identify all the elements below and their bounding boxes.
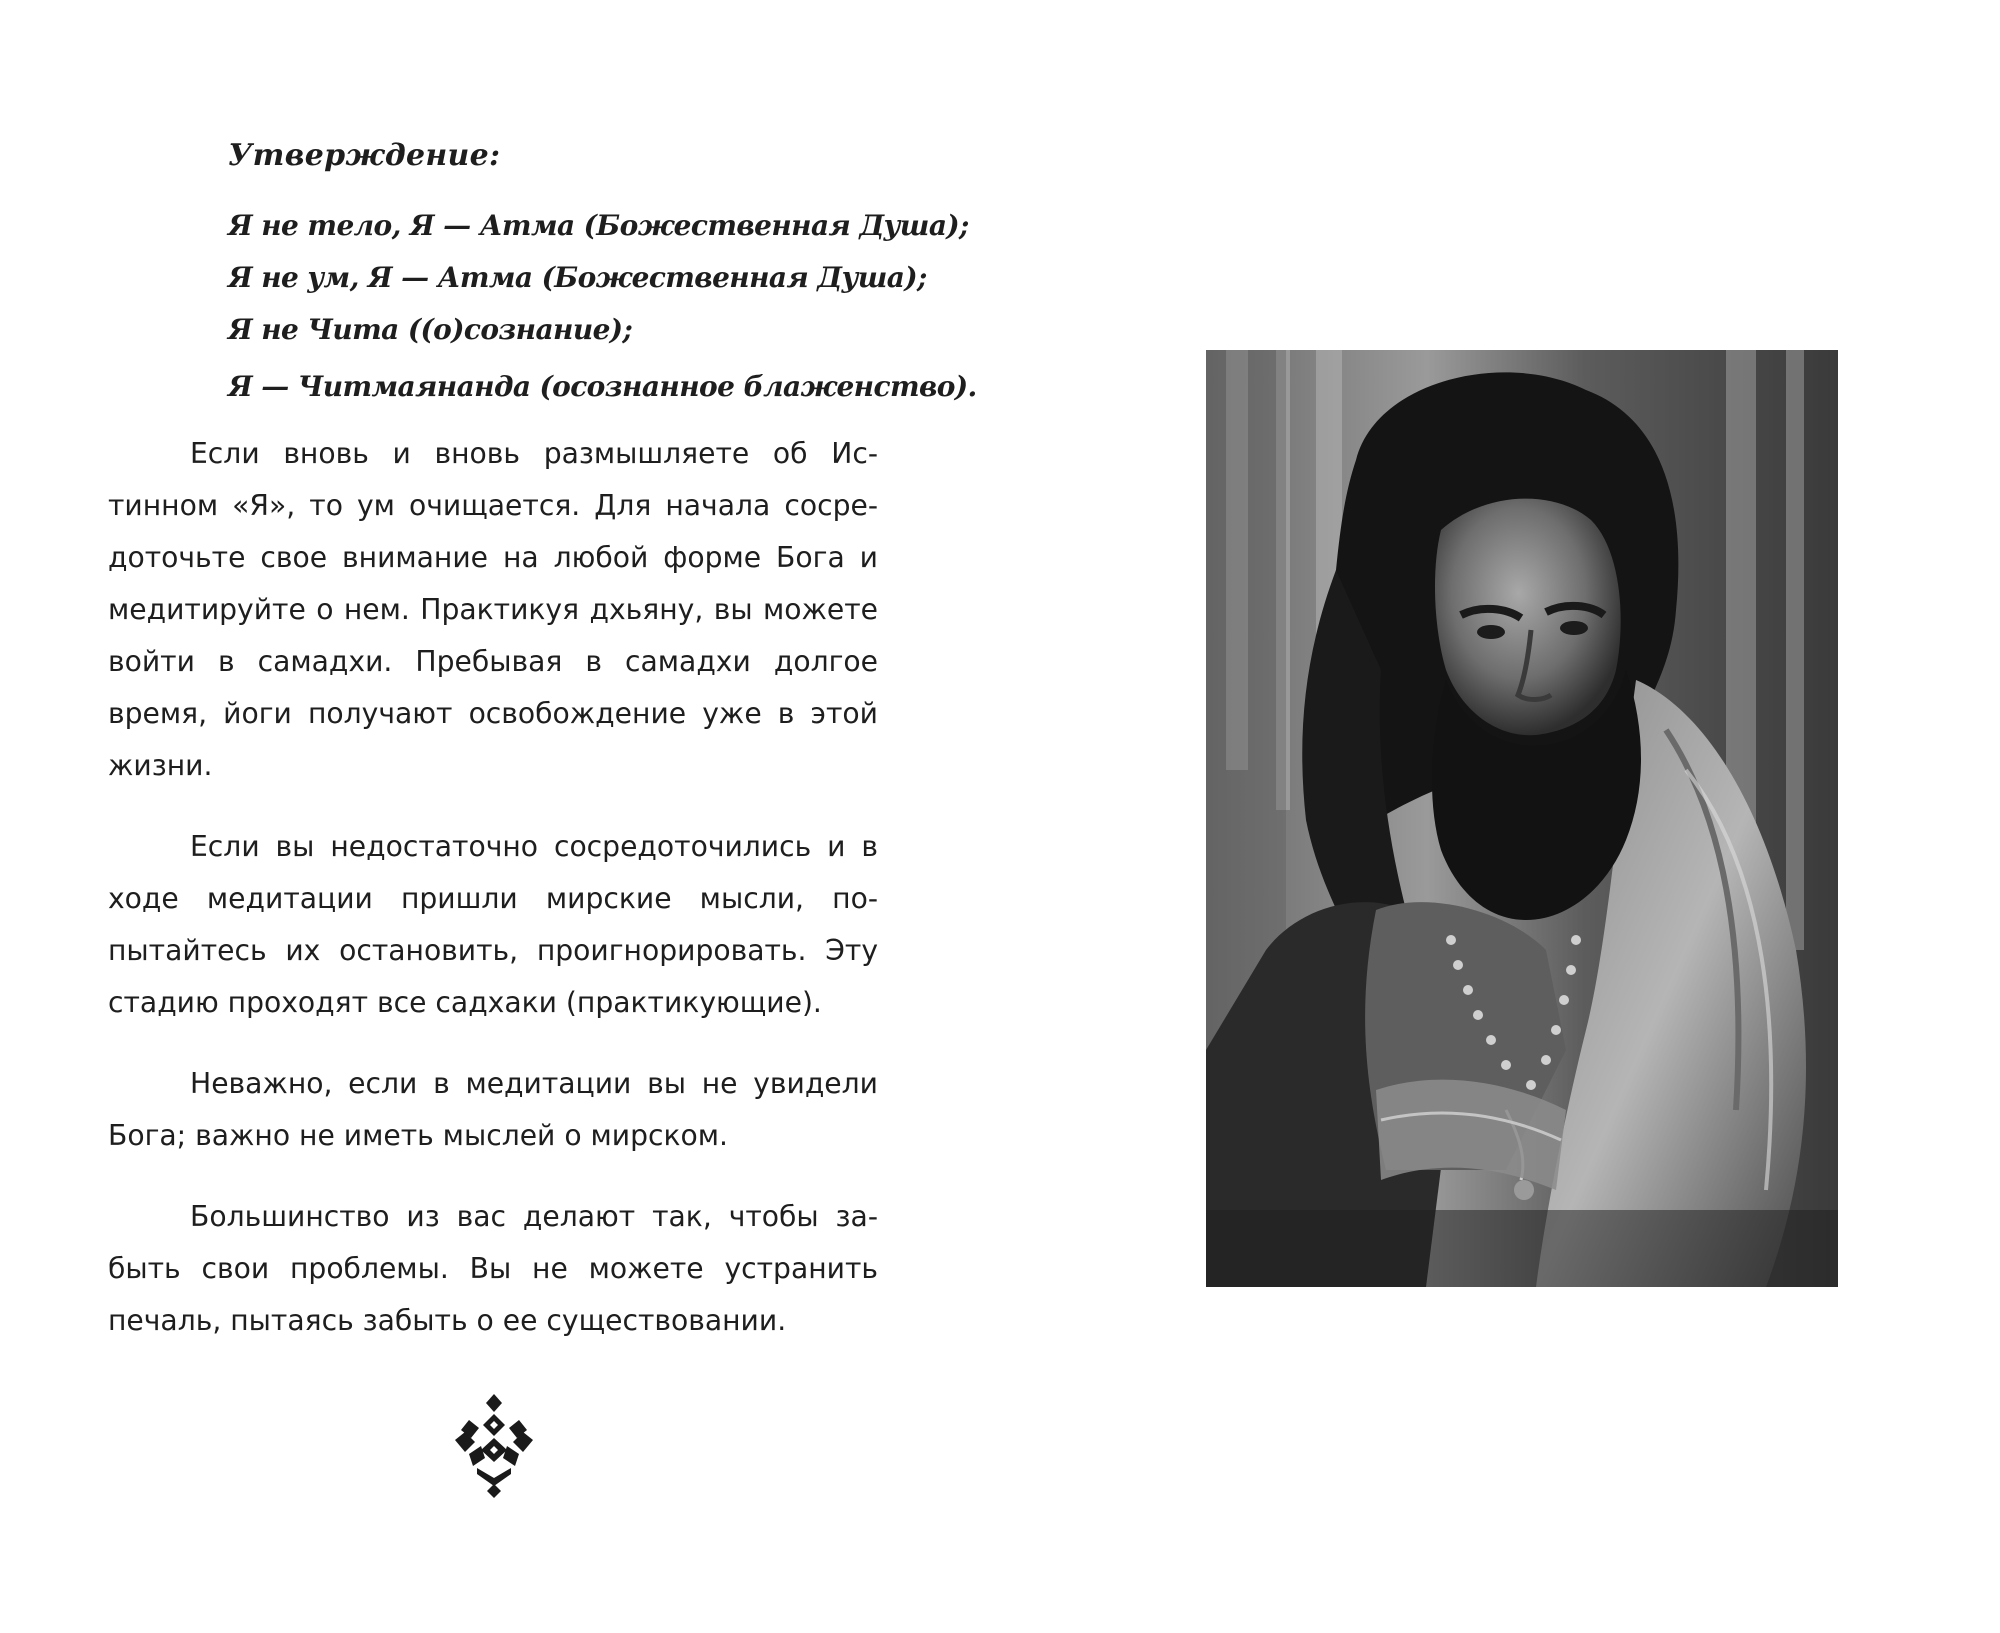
- affirmation-lines: [228, 200, 977, 413]
- affirmation-line: Я не ум, Я — Атма (Божественная Душа);: [228, 261, 927, 294]
- affirmation-heading: Утверждение:: [228, 138, 501, 173]
- affirmation-line: Я не тело, Я — Атма (Божественная Душа);: [228, 209, 969, 242]
- paragraph: Если вновь и вновь размышляете об Истинном «Я», то ум очищается. Для начала сосредоточьте свое внимание на любой форме Бога и медитируйте о нем. Практикуя дхьяну, вы можете войти в самадхи. Пребывая в самадхи долгое время, йоги получают освобождение уже в этой жизни.: [108, 437, 878, 782]
- paragraph: Большинство из вас делают так, чтобы забыть свои проблемы. Вы не можете устранить печаль, пытаясь забыть о ее существовании.: [108, 1200, 878, 1337]
- affirmation-line: Я — Читмаянанда (осознанное блаженство).: [228, 370, 977, 403]
- body-text: [108, 428, 878, 1376]
- portrait-photo: [1206, 350, 1838, 1287]
- floral-ornament-svg: [455, 1394, 533, 1498]
- paragraph: Неважно, если в медитации вы не увидели Бога; важно не иметь мыслей о мирском.: [108, 1067, 878, 1152]
- floral-ornament-icon: [455, 1394, 533, 1498]
- affirmation-line: Я не Чита ((о)сознание);: [228, 313, 633, 346]
- portrait-illustration: [1206, 350, 1838, 1287]
- paragraph: Если вы недостаточно сосредоточились и в ходе медитации пришли мирские мысли, попытайтесь их остановить, проигнорировать. Эту стадию проходят все садхаки (практикующие).: [108, 830, 878, 1019]
